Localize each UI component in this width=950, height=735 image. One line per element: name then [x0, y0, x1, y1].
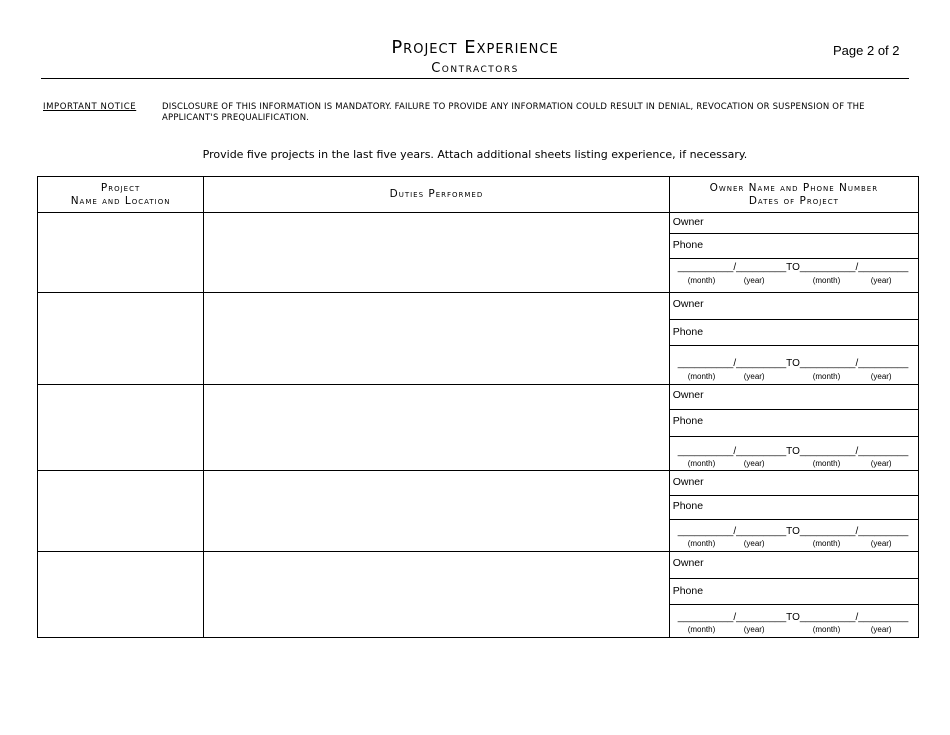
phone-label: Phone	[672, 239, 704, 251]
start-year-label: (year)	[743, 459, 765, 468]
project-name-cell[interactable]	[38, 293, 204, 385]
owner-label: Owner	[672, 298, 704, 310]
phone-field[interactable]	[670, 234, 918, 259]
phone-field[interactable]	[670, 410, 918, 437]
start-year-label: (year)	[743, 625, 765, 634]
header-owner-line1: Owner Name and Phone Number	[709, 181, 879, 194]
header-owner-line2: Dates of Project	[748, 194, 839, 207]
project-experience-table	[37, 176, 919, 638]
end-month-label: (month)	[812, 625, 841, 634]
date-line: __________/_________TO__________/_________	[677, 262, 909, 273]
phone-label: Phone	[672, 585, 704, 597]
header-project-line2: Name and Location	[70, 194, 171, 207]
owner-cell	[669, 471, 918, 552]
table-header-row	[38, 177, 919, 213]
start-year-label: (year)	[743, 539, 765, 548]
end-year-label: (year)	[870, 625, 892, 634]
owner-field[interactable]	[670, 552, 918, 579]
start-month-label: (month)	[687, 625, 716, 634]
table-row	[38, 385, 919, 471]
date-line: __________/_________TO__________/_________	[677, 526, 909, 537]
owner-field[interactable]	[670, 385, 918, 410]
end-month-label: (month)	[812, 459, 841, 468]
end-month-label: (month)	[812, 276, 841, 285]
project-name-cell[interactable]	[38, 471, 204, 552]
phone-label: Phone	[672, 326, 704, 338]
project-name-cell[interactable]	[38, 385, 204, 471]
header-owner	[669, 177, 918, 213]
header-divider	[41, 78, 909, 79]
header-project-line1: Project	[100, 181, 141, 194]
table-row	[38, 471, 919, 552]
phone-label: Phone	[672, 500, 704, 512]
owner-cell	[669, 385, 918, 471]
date-line: __________/_________TO__________/_________	[677, 446, 909, 457]
owner-label: Owner	[672, 557, 704, 569]
owner-cell	[669, 552, 918, 638]
start-year-label: (year)	[743, 276, 765, 285]
page-title: Project Experience	[391, 37, 559, 58]
table-row	[38, 213, 919, 293]
page-number: Page 2 of 2	[833, 43, 900, 58]
duties-cell[interactable]	[204, 552, 670, 638]
owner-label: Owner	[672, 389, 704, 401]
phone-field[interactable]	[670, 496, 918, 520]
owner-field[interactable]	[670, 213, 918, 234]
owner-label: Owner	[672, 476, 704, 488]
project-dates[interactable]	[670, 437, 918, 470]
end-month-label: (month)	[812, 372, 841, 381]
instruction-text: Provide five projects in the last five years. Attach additional sheets listing experience, if necessary.	[202, 148, 748, 161]
end-year-label: (year)	[870, 539, 892, 548]
project-dates[interactable]	[670, 520, 918, 551]
header-project	[38, 177, 204, 213]
duties-cell[interactable]	[204, 213, 670, 293]
duties-cell[interactable]	[204, 385, 670, 471]
start-month-label: (month)	[687, 372, 716, 381]
header-duties	[204, 177, 670, 213]
page-header	[0, 37, 950, 77]
project-dates[interactable]	[670, 259, 918, 292]
project-dates[interactable]	[670, 346, 918, 384]
end-month-label: (month)	[812, 539, 841, 548]
end-year-label: (year)	[870, 459, 892, 468]
table-row	[38, 552, 919, 638]
project-name-cell[interactable]	[38, 552, 204, 638]
date-line: __________/_________TO__________/_________	[677, 358, 909, 369]
notice-label: IMPORTANT NOTICE	[43, 102, 137, 112]
duties-cell[interactable]	[204, 293, 670, 385]
start-month-label: (month)	[687, 276, 716, 285]
phone-field[interactable]	[670, 320, 918, 346]
notice-text: DISCLOSURE OF THIS INFORMATION IS MANDATORY. FAILURE TO PROVIDE ANY INFORMATION COULD RESULT IN DENIAL, REVOCATION OR SUSPENSION OF THE APPLICANT'S PREQUALIFICATION.	[162, 102, 865, 123]
start-year-label: (year)	[743, 372, 765, 381]
owner-field[interactable]	[670, 471, 918, 496]
owner-cell	[669, 213, 918, 293]
date-line: __________/_________TO__________/_________	[677, 612, 909, 623]
start-month-label: (month)	[687, 539, 716, 548]
duties-cell[interactable]	[204, 471, 670, 552]
project-dates[interactable]	[670, 605, 918, 637]
project-name-cell[interactable]	[38, 213, 204, 293]
table-row	[38, 293, 919, 385]
end-year-label: (year)	[870, 276, 892, 285]
phone-label: Phone	[672, 415, 704, 427]
page-subtitle: Contractors	[431, 61, 519, 76]
end-year-label: (year)	[870, 372, 892, 381]
owner-cell	[669, 293, 918, 385]
start-month-label: (month)	[687, 459, 716, 468]
owner-label: Owner	[672, 216, 704, 228]
header-duties-label: Duties Performed	[389, 188, 484, 200]
owner-field[interactable]	[670, 293, 918, 320]
phone-field[interactable]	[670, 579, 918, 605]
